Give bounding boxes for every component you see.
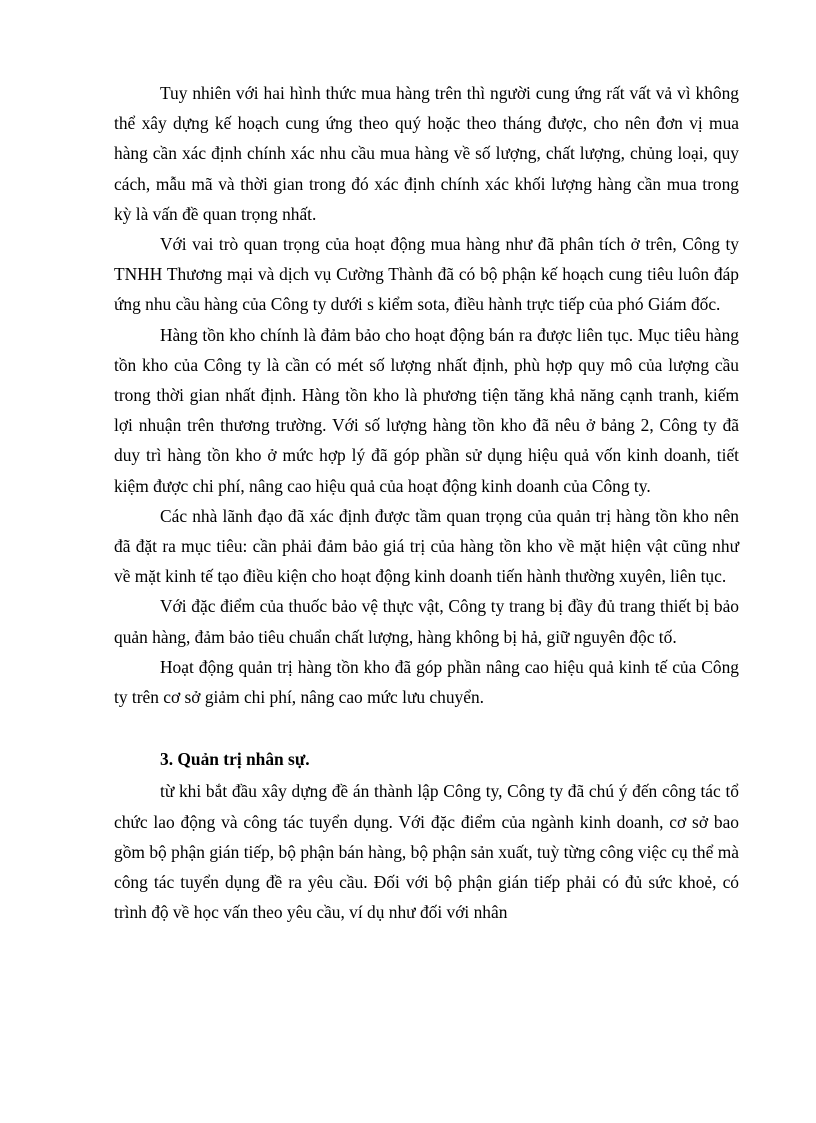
paragraph-storage-equipment: Với đặc điểm của thuốc bảo vệ thực vật, Công ty trang bị đầy đủ trang thiết bị bảo quản hàng, đảm bảo tiêu chuẩn chất lượng, hàng không bị hả, giữ nguyên độc tố. (114, 596, 739, 647)
document-page (114, 78, 739, 927)
section-heading: 3. Quản trị nhân sự. (160, 749, 310, 770)
paragraph-purchasing-forms: Tuy nhiên với hai hình thức mua hàng trên thì người cung ứng rất vất vả vì không thể xây dựng kế hoạch cung ứng theo quý hoặc theo tháng được, cho nên đơn vị mua hàng cần xác định chính xác nhu cầu mua hàng về số lượng, chất lượng, chủng loại, quy cách, mẫu mã và thời gian trong đó xác định chính xác khối lượng hàng cần mua trong kỳ là vấn đề quan trọng nhất. (114, 83, 739, 224)
paragraph-inventory-goal: Hàng tồn kho chính là đảm bảo cho hoạt động bán ra được liên tục. Mục tiêu hàng tồn kho của Công ty là cần có mét số lượng nhất định, phù hợp quy mô của lượng cầu trong thời gian nhất định. Hàng tồn kho là phương tiện tăng khả năng cạnh tranh, kiếm lợi nhuận trên thương trường. Với số lượng hàng tồn kho đã nêu ở bảng 2, Công ty đã duy trì hàng tồn kho ở mức hợp lý đã góp phần sử dụng hiệu quả vốn kinh doanh, tiết kiệm được chi phí, nâng cao hiệu quả của hoạt động kinh doanh của Công ty. (114, 324, 739, 496)
paragraph-purchasing-role: Với vai trò quan trọng của hoạt động mua hàng như đã phân tích ở trên, Công ty TNHH Thương mại và dịch vụ Cường Thành đã có bộ phận kế hoạch cung tiêu luôn đáp ứng nhu cầu hàng của Công ty dưới s kiểm sota, điều hành trực tiếp của phó Giám đốc. (114, 234, 739, 315)
paragraph-inventory-management: Các nhà lãnh đạo đã xác định được tầm quan trọng của quản trị hàng tồn kho nên đã đặt ra mục tiêu: cần phải đảm bảo giá trị của hàng tồn kho về mặt hiện vật cũng như về mặt kinh tế tạo điều kiện cho hoạt động kinh doanh tiến hành thường xuyên, liên tục. (114, 505, 739, 587)
paragraph-human-resources: từ khi bắt đầu xây dựng đề án thành lập Công ty, Công ty đã chú ý đến công tác tổ chức lao động và công tác tuyển dụng. Với đặc điểm của ngành kinh doanh, cơ sở bao gồm bộ phận gián tiếp, bộ phận bán hàng, bộ phận sản xuất, tuỳ từng công việc cụ thể mà công tác tuyển dụng đề ra yêu cầu. Đối với bộ phận gián tiếp phải có đủ sức khoẻ, có trình độ về học vấn theo yêu cầu, ví dụ như đối với nhân (114, 781, 739, 923)
paragraph-inventory-efficiency: Hoạt động quản trị hàng tồn kho đã góp phần nâng cao hiệu quả kinh tế của Công ty trên cơ sở giảm chi phí, nâng cao mức lưu chuyển. (114, 656, 739, 708)
